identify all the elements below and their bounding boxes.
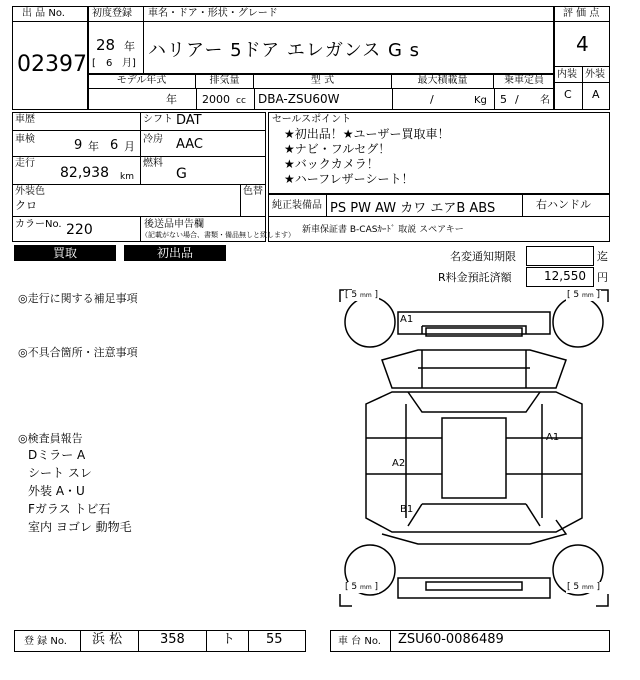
tire-front-left	[345, 297, 395, 347]
damage-mark: A2	[392, 458, 406, 469]
reg-divider-1	[80, 630, 81, 652]
frame-corner	[596, 594, 608, 606]
reg-divider-2	[138, 630, 139, 652]
interior-label: 内装	[557, 69, 577, 80]
model-label: 型 式	[254, 74, 392, 88]
sales-points-label: セールスポイント	[272, 114, 352, 125]
details-hline-1	[12, 130, 266, 131]
shift-value: DAT	[176, 113, 202, 128]
hood	[408, 392, 540, 412]
aftermarket-note: （記載がない場合、書類・備品無しと致します）	[141, 231, 295, 239]
rear-bumper-inner	[426, 582, 522, 590]
shift-label: シフト	[143, 114, 173, 125]
chassis-label: 車 台 No.	[338, 636, 381, 647]
defects-label: ◎不具合箇所・注意事項	[18, 346, 138, 359]
transfer-deadline-unit: 迄	[597, 250, 608, 263]
capacity-label: 乗車定員	[504, 75, 544, 86]
tire-label-fr: [ 5 mm ]	[567, 290, 601, 300]
details-hline-3	[12, 184, 266, 185]
equipment-divider-2	[522, 194, 523, 216]
inspector-note: 外装 A・U	[28, 484, 85, 498]
first-reg-divider	[143, 6, 144, 74]
max-load-label: 最大積載量	[392, 74, 494, 88]
spec-divider-3	[392, 88, 393, 110]
displacement: 2000	[202, 93, 230, 106]
inspector-label: ◎検査員報告	[18, 432, 83, 445]
car-damage-diagram	[338, 288, 610, 608]
reg-month: 6	[106, 58, 113, 69]
model-year-unit: 年	[166, 93, 177, 106]
spec-head-line	[88, 88, 554, 89]
chassis-divider	[390, 630, 391, 652]
sales-point-item: ★ナビ・フルセグ！	[284, 142, 391, 156]
damage-mark: A1	[546, 432, 560, 443]
car-name-label: 車名・ドア・形状・グレード	[148, 8, 278, 19]
lot-label: 出 品 No.	[22, 8, 65, 19]
rear-glass	[408, 504, 540, 526]
reg-month-open: [	[92, 58, 96, 69]
front-bumper-inner	[422, 326, 526, 334]
first-listing-badge: 初出品	[124, 245, 226, 261]
color-no-value: 220	[66, 222, 93, 238]
capacity: 5	[500, 93, 507, 106]
front-bumper	[398, 312, 550, 334]
registration-number: 55	[266, 632, 283, 647]
aftermarket-label: 後送品申告欄	[144, 219, 204, 230]
frame-corner	[340, 594, 352, 606]
color-value: クロ	[15, 199, 37, 212]
details-hline-2	[12, 156, 266, 157]
displacement-unit: cc	[236, 96, 246, 106]
registration-label: 登 録 No.	[24, 636, 67, 647]
roof	[442, 418, 506, 498]
grade-sub-divider	[582, 66, 583, 110]
equipment-label: 純正装備品	[272, 200, 322, 211]
sales-point-item: ★初出品！★ユーザー買取車！	[284, 127, 450, 141]
capacity-sep: /	[515, 93, 519, 106]
car-name: ハリアー 5ドア エレガンス G s	[148, 40, 421, 61]
spec-divider-2	[254, 88, 255, 110]
reg-year-unit: 年	[124, 40, 135, 53]
ac-value: AAC	[176, 137, 203, 152]
inspector-note: Dミラー A	[28, 448, 86, 462]
tire-label-rl: [ 5 mm ]	[345, 582, 379, 592]
sales-point-item: ★ハーフレザーシート！	[284, 172, 414, 186]
front-left-fender	[382, 350, 566, 388]
damage-mark: B1	[400, 504, 414, 515]
displacement-label: 排気量	[196, 74, 254, 88]
interior-grade: C	[564, 88, 572, 101]
ac-label: 冷房	[143, 134, 163, 145]
front-panel	[418, 350, 530, 388]
chassis-number: ZSU60-0086489	[398, 632, 504, 647]
recycle-fee-unit: 円	[597, 271, 608, 284]
registration-kana: ト	[222, 632, 236, 647]
sales-point-item: ★バックカメラ！	[284, 157, 379, 171]
recycle-fee-value: 12,550	[544, 269, 586, 283]
front-grille	[426, 328, 522, 336]
first-reg-label: 初度登録	[92, 8, 132, 19]
registration-region: 浜 松	[92, 632, 123, 647]
spec-divider-4	[494, 88, 495, 110]
exterior-label: 外装	[585, 69, 605, 80]
fuel-value: G	[176, 166, 187, 182]
mileage-unit: km	[120, 172, 134, 182]
inspection-month-unit: 月	[124, 140, 135, 153]
model-year-label: モデル年式	[88, 74, 196, 88]
reg-year: 28	[96, 36, 116, 54]
inspector-note: 室内 ヨゴレ 動物毛	[28, 520, 132, 534]
transfer-deadline-box	[526, 246, 594, 266]
equipment-divider-1	[326, 194, 327, 216]
lot-number: 02397	[17, 52, 87, 77]
mileage-label: 走行	[15, 158, 35, 169]
reg-divider-4	[248, 630, 249, 652]
recycle-fee-label: R料金預託済額	[438, 271, 512, 284]
damage-mark: A1	[400, 314, 414, 325]
color-label: 外装色	[15, 186, 45, 197]
color-no-label: カラーNo.	[15, 219, 62, 230]
inspection-year-unit: 年	[88, 140, 99, 153]
details-hline-4	[12, 216, 266, 217]
details-mid-divider	[140, 112, 141, 184]
overall-grade: 4	[576, 32, 589, 56]
inspector-note: シート スレ	[28, 466, 92, 480]
inspection-label: 車検	[15, 134, 35, 145]
tire-label-rr: [ 5 mm ]	[567, 582, 601, 592]
steering-value: 右ハンドル	[536, 198, 591, 211]
model-code: DBA-ZSU60W	[258, 92, 340, 106]
reg-month-close: 月]	[122, 58, 136, 69]
right-doors	[506, 404, 582, 518]
inspector-note: Fガラス トビ石	[28, 502, 111, 516]
registration-class: 358	[160, 632, 185, 647]
reg-divider-3	[206, 630, 207, 652]
equipment-docs: 新車保証書 B-CASｶｰﾄﾞ 取説 スペアキー	[302, 225, 464, 235]
capacity-unit: 名	[540, 95, 550, 106]
equipment-items: PS PW AW カワ エアB ABS	[330, 201, 496, 216]
history-label: 車歴	[15, 114, 35, 125]
purchase-badge: 買取	[14, 245, 116, 261]
spec-divider-1	[196, 88, 197, 110]
max-load-unit: Kg	[474, 95, 487, 106]
transfer-deadline-label: 名変通知期限	[450, 250, 516, 263]
mileage-value: 82,938	[60, 165, 109, 181]
rear-bumper	[398, 578, 550, 598]
fuel-label: 燃料	[143, 158, 163, 169]
inspection-year: 9	[74, 138, 83, 153]
max-load-sep: /	[430, 93, 434, 106]
equipment-hline	[268, 216, 610, 217]
exterior-grade: A	[592, 88, 600, 101]
tire-label-fl: [ 5 mm ]	[345, 290, 379, 300]
tire-front-right	[553, 297, 603, 347]
grade-label: 評 価 点	[563, 8, 600, 19]
repaint-divider	[240, 184, 241, 216]
grade-sub-hline	[554, 82, 610, 83]
repaint-label: 色替	[243, 186, 263, 197]
inspection-month: 6	[110, 138, 119, 153]
driving-remarks-label: ◎走行に関する補足事項	[18, 292, 138, 305]
